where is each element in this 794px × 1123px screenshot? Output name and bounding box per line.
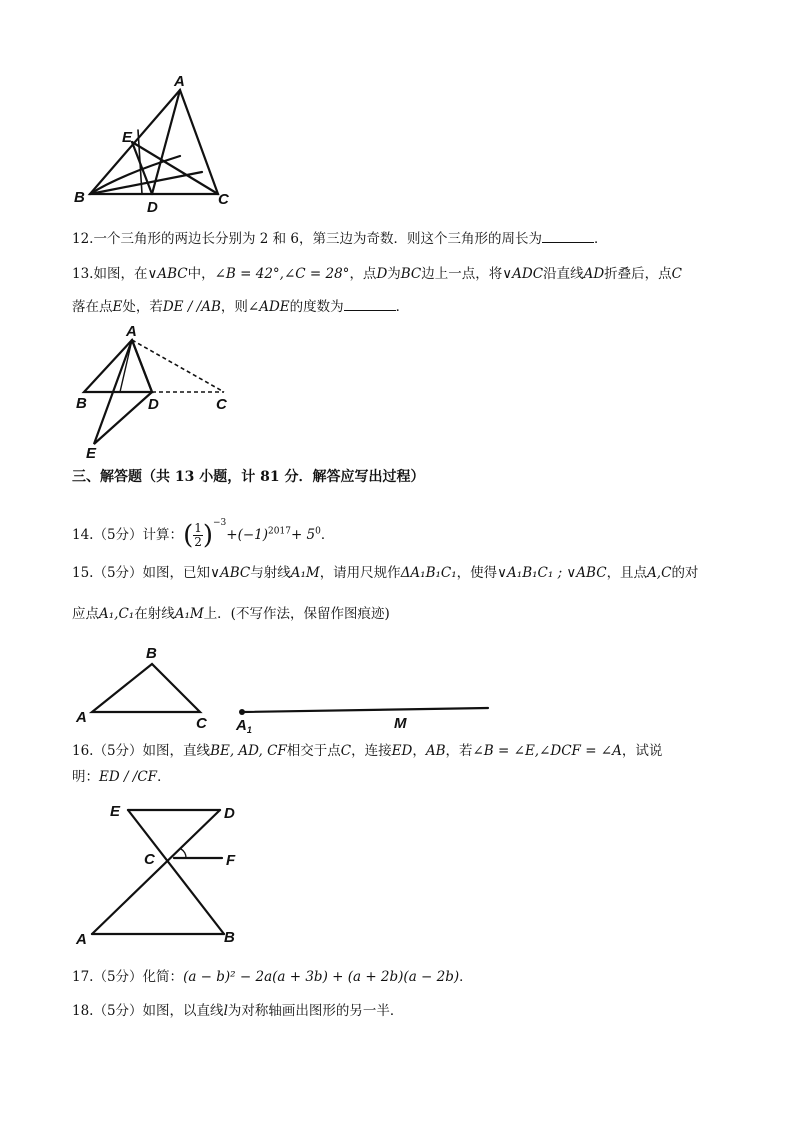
q16-segment-ab: AB [425, 743, 446, 759]
label-E: E [110, 803, 121, 820]
q14-exponent-2: 2017 [268, 526, 291, 537]
q13-text: ，则 [220, 299, 248, 315]
label-A1: $A_1$ [236, 717, 252, 735]
q16-text: ． [157, 769, 171, 785]
q14-paren-open: ( [183, 520, 194, 551]
q16-point-c: C [340, 743, 352, 759]
q15-text: 在射线 [134, 606, 175, 622]
q16-text: ，若 [445, 743, 473, 759]
q13-angles: ∠B = 42°,∠C = 28° [214, 266, 350, 282]
q13-point-d: D [376, 266, 388, 282]
q17-prefix: 17.（5分）化简： [72, 969, 184, 985]
label-F: F [226, 852, 236, 869]
q15-text: 上．(不写作法，保留作图痕迹) [203, 606, 390, 622]
label-A: A [76, 931, 87, 948]
label-A: A [76, 709, 87, 726]
q14-end: ． [320, 527, 335, 543]
q18-prefix: 18.（5分）如图，以直线 [72, 1003, 224, 1019]
question-13-line-2 [72, 297, 409, 317]
label-E: E [86, 445, 97, 462]
question-14 [72, 506, 334, 553]
q18-axis-l: l [223, 1003, 228, 1019]
section-3-heading: 三、解答题（共 13 小题，计 81 分．解答应写出过程） [72, 469, 425, 485]
label-C: C [216, 396, 227, 413]
figure-triangle-abc-cevians [72, 70, 242, 220]
q15-similarity: ∨A₁B₁C₁ ; ∨ABC [497, 565, 607, 581]
q12-text: 12.一个三角形的两边长分别为 2 和 6，第三边为奇数．则这个三角形的周长为 [72, 231, 543, 247]
question-16-line-1 [72, 741, 662, 761]
q15-text: ，使得 [456, 565, 498, 581]
figure-intersecting-lines [72, 794, 262, 954]
q14-paren-close: ) [202, 520, 214, 551]
question-16-line-2 [72, 767, 171, 787]
q13-text: 折叠后，点 [604, 266, 672, 282]
label-B: B [224, 929, 235, 946]
q17-end: ． [459, 969, 473, 985]
label-C: C [144, 851, 155, 868]
q13-angle-ade: ∠ADE [247, 299, 290, 315]
q14-exponent-1: −3 [213, 518, 227, 528]
q15-text: 与射线 [250, 565, 291, 581]
label-E: E [122, 129, 133, 146]
q13-triangle-abc: ∨ABC [147, 266, 188, 282]
label-A: A [126, 323, 137, 340]
q16-condition: ∠B = ∠E,∠DCF = ∠A [472, 743, 622, 759]
q13-end: ． [395, 299, 410, 315]
label-B: B [74, 189, 85, 206]
question-15-line-1 [72, 563, 698, 583]
q16-text: ，试说 [621, 743, 663, 759]
q13-condition: DE / /AB [162, 299, 221, 315]
q13-line-ad: AD [583, 266, 605, 282]
question-15-line-2 [72, 604, 390, 624]
question-13-line-1 [72, 264, 682, 284]
q15-text: ，且点 [606, 565, 648, 581]
q15-text: 15.（5分）如图，已知 [72, 565, 211, 581]
q13-text: 中， [187, 266, 215, 282]
q16-segment-ed: ED [391, 743, 413, 759]
q14-exponent-3: 0 [315, 526, 321, 537]
q16-text: 明： [72, 769, 99, 785]
q15-text: ，请用尺规作 [319, 565, 401, 581]
q15-triangle-abc: ∨ABC [210, 565, 251, 581]
q17-expression: (a − b)² − 2a(a + 3b) + (a + 2b)(a − 2b) [183, 969, 460, 985]
q14-denominator: 2 [194, 535, 202, 549]
q16-text: ，连接 [351, 743, 392, 759]
q13-text: 为 [387, 266, 401, 282]
q13-answer-blank[interactable] [344, 298, 396, 311]
q14-prefix: 14.（5分）计算： [72, 527, 184, 543]
q12-end: ． [594, 231, 608, 247]
q13-text: 落在点 [72, 299, 113, 315]
q13-point-e: E [112, 299, 123, 315]
label-D: D [224, 805, 235, 822]
label-A: A [174, 73, 185, 90]
q16-lines: BE, AD, CF [210, 743, 287, 759]
q15-triangle-a1b1c1: ΔA₁B₁C₁ [400, 565, 457, 581]
label-D: D [147, 199, 158, 216]
q13-text: 处，若 [122, 299, 163, 315]
q15-text: 应点 [72, 606, 99, 622]
q13-text: 边上一点，将 [421, 266, 503, 282]
label-D: D [148, 396, 159, 413]
q13-text: ，点 [349, 266, 377, 282]
label-B: B [76, 395, 87, 412]
q16-text: ， [412, 743, 426, 759]
question-18 [72, 1001, 403, 1021]
q16-conclusion: ED / /CF [99, 769, 158, 785]
q15-points-2: A₁,C₁ [99, 606, 135, 622]
q14-term-3: + 5 [290, 527, 316, 543]
question-17 [72, 967, 473, 987]
q14-fraction [193, 522, 203, 549]
q16-text: 16.（5分）如图，直线 [72, 743, 211, 759]
q14-term-2: +(−1) [226, 527, 269, 543]
q14-numerator: 1 [194, 521, 202, 535]
q13-text: 13.如图，在 [72, 266, 148, 282]
q13-text: 的度数为 [289, 299, 344, 315]
figure-fold-triangle [72, 322, 252, 462]
q16-text: 相交于点 [286, 743, 341, 759]
q13-triangle-adc: ∨ADC [502, 266, 544, 282]
q18-suffix: 为对称轴画出图形的另一半． [227, 1003, 404, 1019]
q15-ray-2: A₁M [174, 606, 204, 622]
question-12 [72, 229, 608, 249]
q13-point-c: C [671, 266, 682, 282]
q15-text: 的对 [671, 565, 699, 581]
q13-text: 沿直线 [543, 266, 584, 282]
q13-segment-bc: BC [400, 266, 422, 282]
figure-triangle-and-ray [72, 640, 502, 740]
label-C: C [218, 191, 229, 208]
label-C: C [196, 715, 207, 732]
label-B: B [146, 645, 157, 662]
label-M: M [394, 715, 407, 732]
q12-answer-blank[interactable] [542, 230, 594, 243]
q15-ray: A₁M [290, 565, 320, 581]
q15-points: A,C [647, 565, 672, 581]
